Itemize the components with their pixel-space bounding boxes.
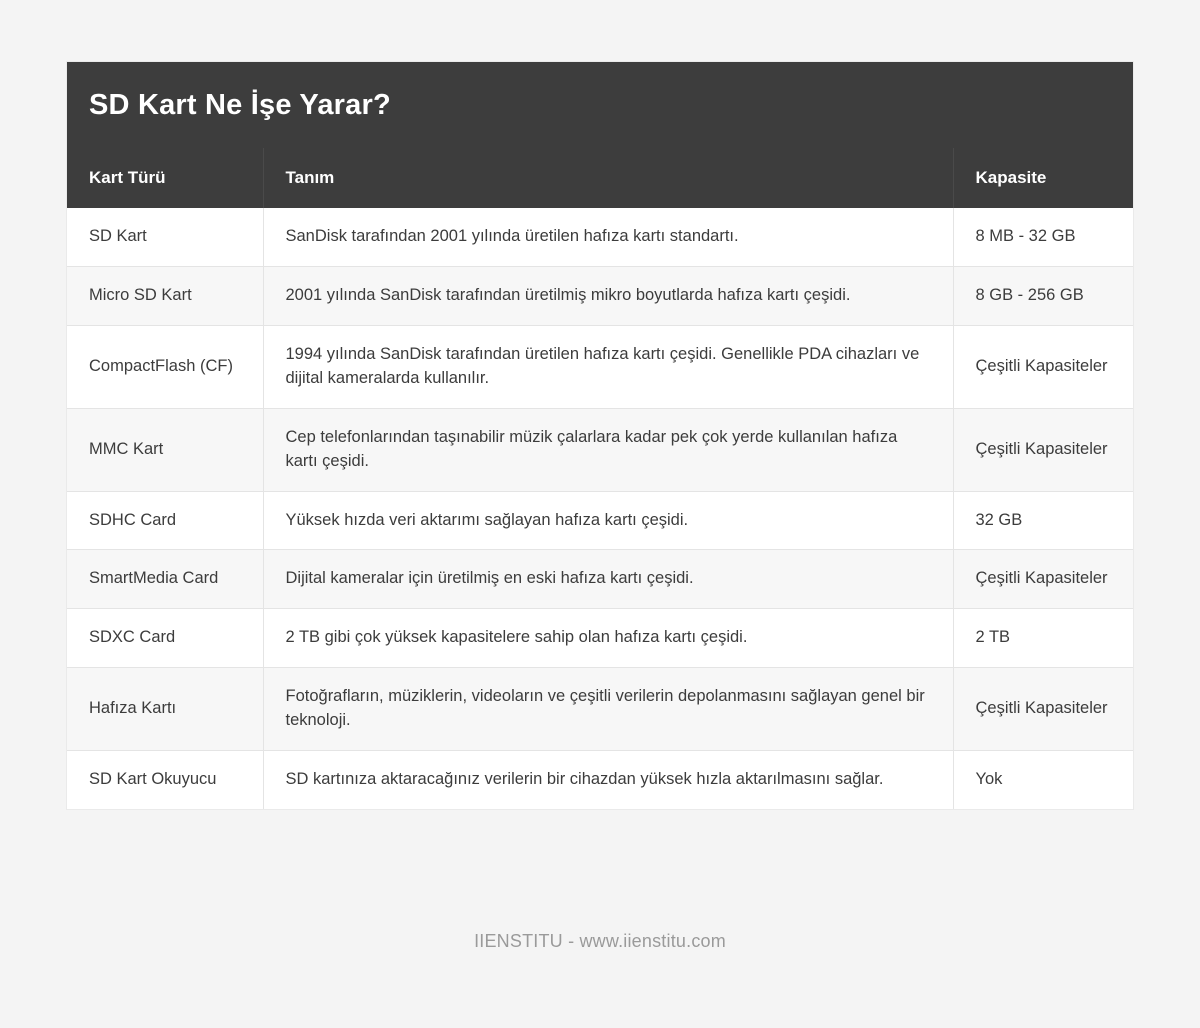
cell-capacity: Çeşitli Kapasiteler — [953, 550, 1133, 609]
column-header-description: Tanım — [263, 148, 953, 208]
table-row — [67, 668, 1133, 751]
cell-card-type: Hafıza Kartı — [67, 668, 263, 751]
column-header-card-type: Kart Türü — [67, 148, 263, 208]
cell-capacity: 8 GB - 256 GB — [953, 266, 1133, 325]
cell-card-type: SDXC Card — [67, 609, 263, 668]
table-head — [67, 148, 1133, 208]
cell-description: 2001 yılında SanDisk tarafından üretilmiş mikro boyutlarda hafıza kartı çeşidi. — [263, 266, 953, 325]
table-row — [67, 609, 1133, 668]
cell-description: Fotoğrafların, müziklerin, videoların ve çeşitli verilerin depolanmasını sağlayan genel bir teknoloji. — [263, 668, 953, 751]
cell-card-type: SmartMedia Card — [67, 550, 263, 609]
footer-credit: IIENSTITU - www.iienstitu.com — [474, 931, 726, 951]
cell-capacity: 2 TB — [953, 609, 1133, 668]
cell-card-type: MMC Kart — [67, 408, 263, 491]
cell-card-type: Micro SD Kart — [67, 266, 263, 325]
table-row — [67, 751, 1133, 809]
cell-capacity: Çeşitli Kapasiteler — [953, 325, 1133, 408]
table-row — [67, 266, 1133, 325]
cell-card-type: SD Kart — [67, 208, 263, 266]
column-header-capacity: Kapasite — [953, 148, 1133, 208]
table-row — [67, 208, 1133, 266]
cell-description: SD kartınıza aktaracağınız verilerin bir cihazdan yüksek hızla aktarılmasını sağlar. — [263, 751, 953, 809]
cell-capacity: 8 MB - 32 GB — [953, 208, 1133, 266]
cell-description: 2 TB gibi çok yüksek kapasitelere sahip olan hafıza kartı çeşidi. — [263, 609, 953, 668]
table-row — [67, 491, 1133, 550]
cell-description: Yüksek hızda veri aktarımı sağlayan hafıza kartı çeşidi. — [263, 491, 953, 550]
cell-description: Dijital kameralar için üretilmiş en eski hafıza kartı çeşidi. — [263, 550, 953, 609]
cell-capacity: 32 GB — [953, 491, 1133, 550]
info-table-card — [67, 62, 1133, 809]
table-row — [67, 550, 1133, 609]
cell-capacity: Yok — [975, 770, 1003, 789]
cell-description: 1994 yılında SanDisk tarafından üretilen hafıza kartı çeşidi. Genellikle PDA cihazları ve dijital kameralarda kullanılır. — [263, 325, 953, 408]
cell-capacity: Çeşitli Kapasiteler — [953, 408, 1133, 491]
table-title-bar — [67, 62, 1133, 148]
cell-capacity: Çeşitli Kapasiteler — [953, 668, 1133, 751]
table-row — [67, 325, 1133, 408]
page-title: SD Kart Ne İşe Yarar? — [89, 88, 391, 121]
cell-card-type: SDHC Card — [67, 491, 263, 550]
sd-card-table — [67, 148, 1133, 809]
table-row — [67, 408, 1133, 491]
table-body — [67, 208, 1133, 809]
table-header-row — [67, 148, 1133, 208]
cell-card-type: SD Kart Okuyucu — [67, 751, 263, 809]
cell-description: SanDisk tarafından 2001 yılında üretilen hafıza kartı standartı. — [263, 208, 953, 266]
cell-card-type: CompactFlash (CF) — [67, 325, 263, 408]
cell-description: Cep telefonlarından taşınabilir müzik çalarlara kadar pek çok yerde kullanılan hafıza kartı çeşidi. — [263, 408, 953, 491]
